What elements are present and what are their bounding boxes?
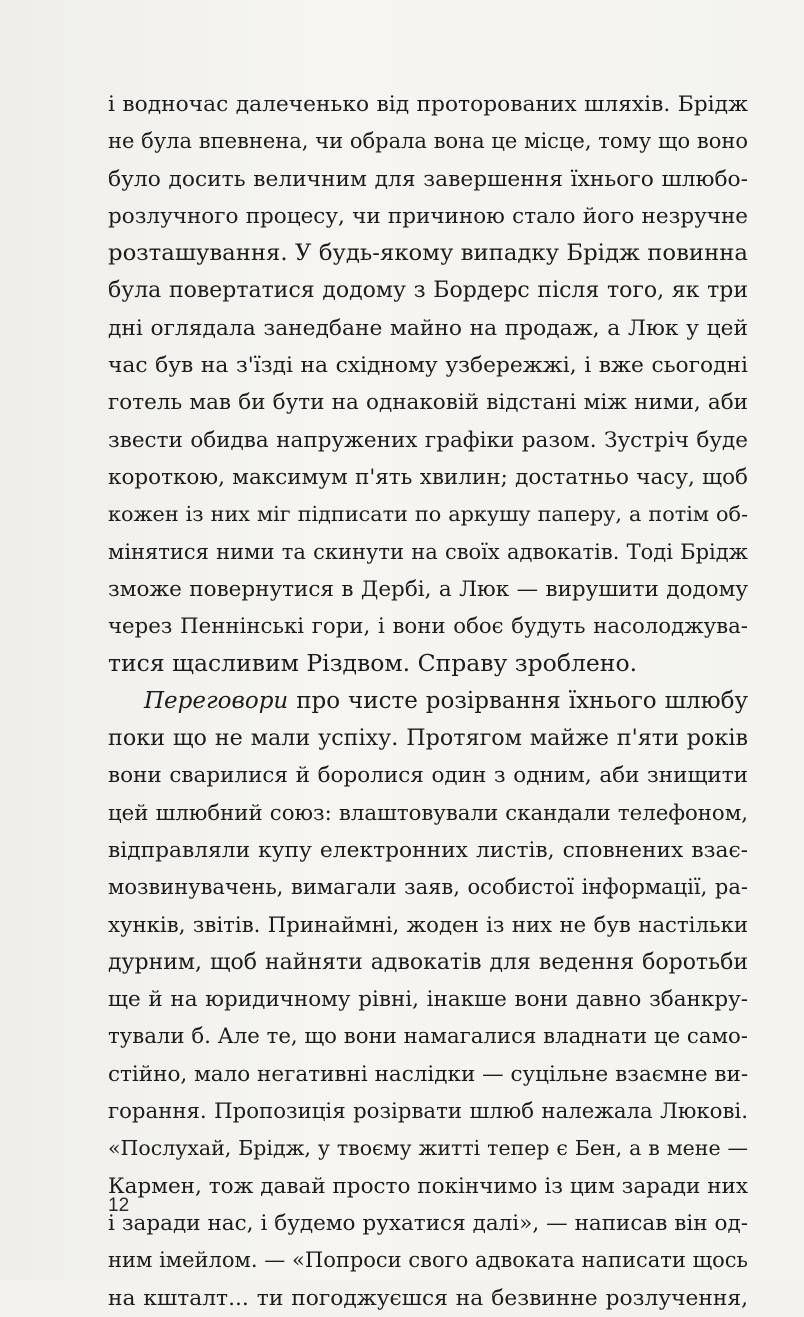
text-line: Кармен, тож давай просто покінчимо із цим заради них (108, 1173, 748, 1199)
italic-word: Переговори (144, 687, 289, 714)
text-line: через Пеннінські гори, і вони обоє будуть насолоджува- (108, 614, 748, 640)
paragraph-end-line: тися щасливим Різдвом. Справу зроблено. (108, 649, 638, 678)
text-line: і водночас далеченько від проторованих шляхів. Брідж (108, 92, 748, 117)
text-line: розташування. У будь-якому випадку Брідж повинна (108, 240, 748, 267)
text-line: час був на з'їзді на східному узбережжі, і вже сьогодні (108, 353, 748, 379)
line-rest: про чисте розірвання їхнього шлюбу (288, 687, 748, 714)
page-number: 12 (108, 1195, 130, 1216)
text-line: і заради нас, і будемо рухатися далі», — написав він од- (108, 1210, 748, 1236)
text-line: не була впевнена, чи обрала вона це місце, тому що воно (108, 129, 748, 154)
text-line: горання. Пропозиція розірвати шлюб належала Люкові. (108, 1099, 748, 1125)
text-line: мозвинувачень, вимагали заяв, особистої інформації, ра- (108, 875, 748, 900)
text-line: зможе повернутися в Дербі, а Люк — вирушити додому (108, 576, 748, 602)
text-line: хунків, звітів. Принаймні, жоден із них не був настільки (108, 912, 748, 938)
text-line: звести обидва напружених графіки разом. Зустріч буде (108, 427, 748, 453)
paragraph-start-line (108, 683, 748, 720)
text-line: поки що не мали успіху. Протягом майже п'яти років (108, 725, 748, 752)
text-line: тували б. Але те, що вони намагалися владнати це само- (108, 1024, 748, 1050)
body-text (108, 86, 748, 1317)
text-line: було досить величним для завершення їхнього шлюбо- (108, 166, 748, 192)
text-line: ще й на юридичному рівні, інакше вони давно збанкру- (108, 987, 748, 1013)
text-line: була повертатися додому з Бордерс після того, як три (108, 278, 748, 304)
text-line: ним імейлом. — «Попроси свого адвоката написати щось (108, 1248, 748, 1273)
text-line: дні оглядала занедбане майно на продаж, а Люк у цей (108, 315, 748, 341)
text-line: мінятися ними та скинути на своїх адвокатів. Тоді Брідж (108, 539, 748, 564)
text-line: розлучного процесу, чи причиною стало його незручне (108, 203, 748, 229)
text-line: дурним, щоб найняти адвокатів для ведення боротьби (108, 949, 748, 975)
text-line: стійно, мало негативні наслідки — суцільне взаємне ви- (108, 1061, 749, 1087)
text-line: готель мав би бути на однаковій відстані між ними, аби (108, 390, 748, 416)
text-line: «Послухай, Брідж, у твоєму житті тепер є Бен, а в мене — (108, 1136, 748, 1161)
text-line: кожен із них міг підписати по аркушу паперу, а потім об- (108, 502, 748, 527)
text-line: короткою, максимум п'ять хвилин; достатньо часу, щоб (108, 464, 748, 490)
text-line: на кшталт... ти погоджуєшся на безвинне розлучення, (108, 1285, 748, 1311)
text-line: відправляли купу електронних листів, сповнених взає- (108, 837, 748, 863)
text-line: вони сварилися й боролися один з одним, аби знищити (108, 763, 748, 789)
text-line: цей шлюбний союз: влаштовували скандали телефоном, (108, 800, 748, 826)
